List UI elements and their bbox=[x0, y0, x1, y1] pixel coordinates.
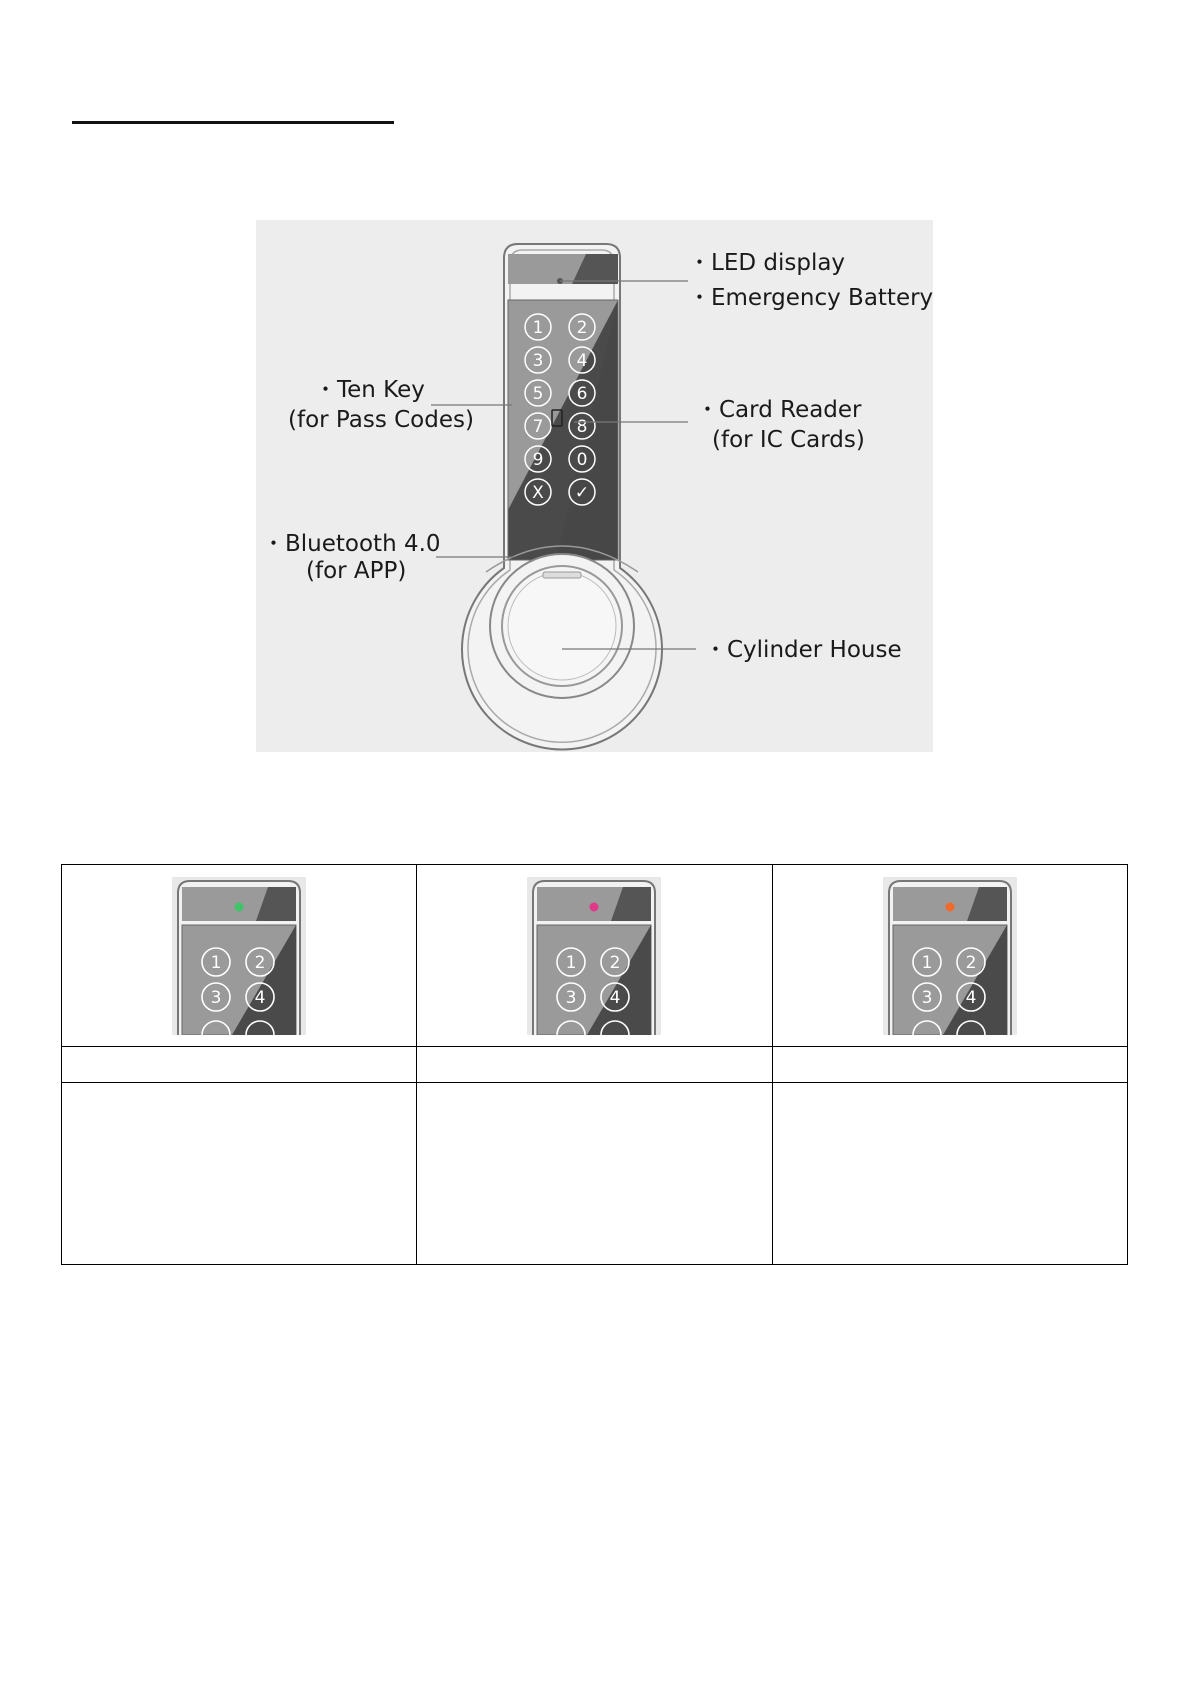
led-desc-2 bbox=[772, 1083, 1127, 1265]
label-ten-key-sub: (for Pass Codes) bbox=[288, 407, 474, 433]
svg-text:7: 7 bbox=[532, 417, 544, 437]
svg-text:1: 1 bbox=[566, 952, 577, 973]
lock-diagram-svg bbox=[256, 220, 933, 752]
svg-text:1: 1 bbox=[532, 318, 544, 338]
led-dot bbox=[945, 902, 954, 911]
lock-diagram bbox=[256, 220, 933, 752]
led-dot bbox=[590, 902, 599, 911]
led-name-row bbox=[62, 1047, 1128, 1083]
svg-text:✓: ✓ bbox=[574, 483, 590, 503]
svg-text:X: X bbox=[532, 483, 544, 503]
led-name-1 bbox=[417, 1047, 772, 1083]
led-image-row bbox=[62, 865, 1128, 1047]
svg-text:2: 2 bbox=[254, 952, 266, 973]
svg-text:4: 4 bbox=[576, 351, 588, 371]
svg-text:2: 2 bbox=[610, 952, 621, 973]
svg-text:9: 9 bbox=[532, 450, 544, 470]
label-led-display: ・LED display bbox=[688, 250, 846, 276]
svg-text:0: 0 bbox=[576, 450, 588, 470]
led-status-table bbox=[61, 864, 1128, 1265]
led-desc-1 bbox=[417, 1083, 772, 1265]
svg-text:4: 4 bbox=[254, 987, 266, 1008]
led-name-0 bbox=[62, 1047, 417, 1083]
label-bluetooth-sub: (for APP) bbox=[306, 558, 407, 584]
svg-text:1: 1 bbox=[921, 952, 933, 973]
cylinder-core bbox=[508, 572, 616, 680]
title-underline bbox=[72, 121, 394, 124]
svg-text:8: 8 bbox=[576, 417, 588, 437]
led-cell-0 bbox=[62, 865, 417, 1047]
keypad-panel bbox=[508, 300, 618, 560]
bluetooth-slot bbox=[543, 572, 581, 578]
led-dot bbox=[235, 902, 244, 911]
label-bluetooth: ・Bluetooth 4.0 bbox=[262, 531, 441, 557]
led-description-row bbox=[62, 1083, 1128, 1265]
led-cell-1 bbox=[417, 865, 772, 1047]
label-card-reader-sub: (for IC Cards) bbox=[712, 427, 865, 453]
led-desc-0 bbox=[62, 1083, 417, 1265]
svg-text:4: 4 bbox=[610, 987, 621, 1008]
svg-text:1: 1 bbox=[210, 952, 222, 973]
label-card-reader: ・Card Reader bbox=[696, 397, 862, 423]
led-thumb-0 bbox=[172, 877, 306, 1035]
svg-text:3: 3 bbox=[532, 351, 544, 371]
svg-text:3: 3 bbox=[921, 987, 933, 1008]
label-ten-key: ・Ten Key bbox=[314, 377, 425, 403]
led-thumb-1 bbox=[527, 877, 661, 1035]
svg-text:2: 2 bbox=[965, 952, 977, 973]
svg-text:4: 4 bbox=[965, 987, 977, 1008]
led-name-2 bbox=[772, 1047, 1127, 1083]
led-cell-2 bbox=[772, 865, 1127, 1047]
svg-text:6: 6 bbox=[576, 384, 588, 404]
label-emergency-battery: ・Emergency Battery bbox=[688, 285, 933, 311]
led-thumb-2 bbox=[883, 877, 1017, 1035]
svg-text:5: 5 bbox=[532, 384, 544, 404]
svg-text:3: 3 bbox=[566, 987, 577, 1008]
label-cylinder-house: ・Cylinder House bbox=[704, 637, 902, 663]
svg-text:2: 2 bbox=[576, 318, 588, 338]
svg-text:3: 3 bbox=[210, 987, 222, 1008]
